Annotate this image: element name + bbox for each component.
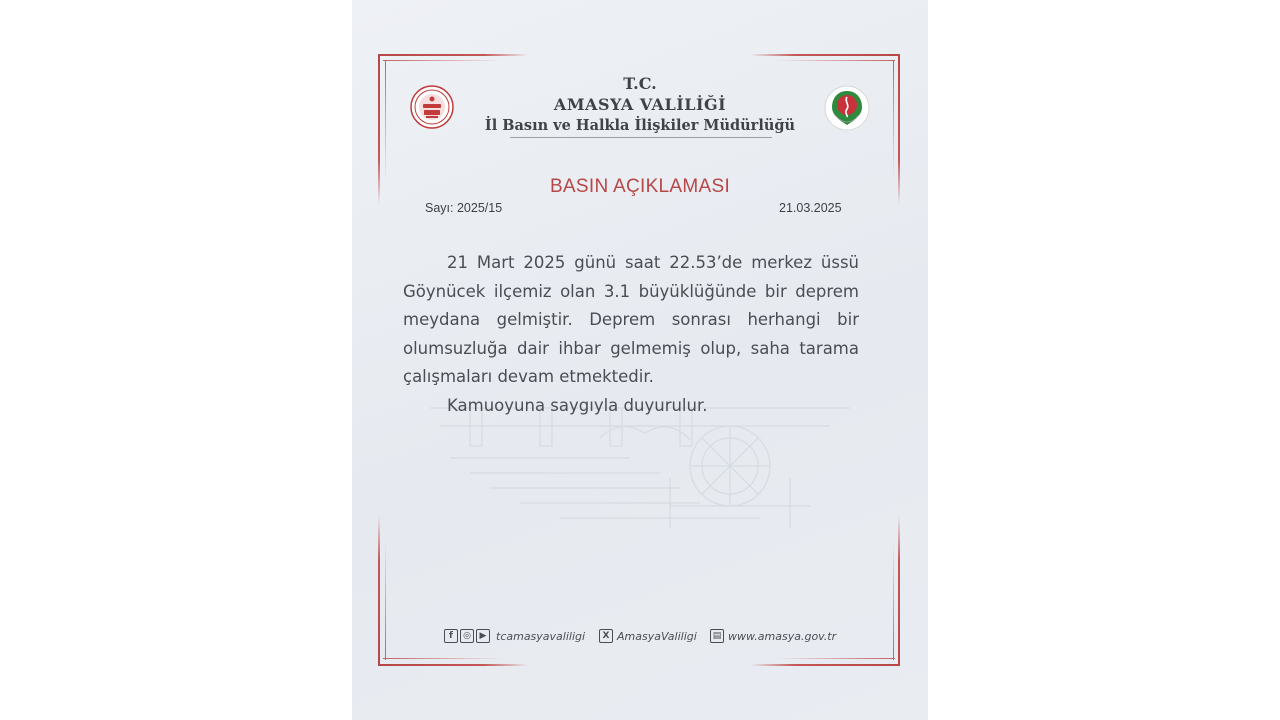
- youtube-icon[interactable]: ▶: [476, 629, 490, 643]
- frame-left-bottom-line: [378, 516, 380, 666]
- social-handle[interactable]: tcamasyavaliligi: [496, 629, 586, 643]
- footer-website: [710, 629, 836, 643]
- frame-top-right-inner-line: [775, 60, 895, 61]
- reference-number: Sayı: 2025/15: [425, 201, 503, 215]
- footer-social: [444, 629, 585, 643]
- header-divider: [510, 137, 772, 138]
- frame-right-bottom-inner-line: [893, 540, 894, 660]
- facebook-icon[interactable]: f: [444, 629, 458, 643]
- frame-top-left-inner-line: [383, 60, 503, 61]
- header-tc: T.C.: [623, 74, 657, 93]
- frame-left-top-inner-line: [385, 60, 386, 180]
- frame-bottom-left-line: [378, 664, 528, 666]
- frame-left-bottom-inner-line: [385, 540, 386, 660]
- press-release-title: BASIN AÇIKLAMASI: [549, 176, 731, 197]
- footer-x: [599, 629, 697, 643]
- amasya-valiligi-logo: [824, 85, 868, 129]
- frame-right-top-inner-line: [893, 60, 894, 180]
- website-link[interactable]: www.amasya.gov.tr: [728, 629, 837, 643]
- press-release-body: [403, 249, 859, 421]
- frame-right-top-line: [898, 54, 900, 204]
- frame-bottom-left-inner-line: [383, 658, 503, 659]
- body-paragraph-1: 21 Mart 2025 günü saat 22.53’de merkez üssü Göynücek ilçemiz olan 3.1 büyüklüğünde bir deprem meydana gelmiştir. Deprem sonrası herhangi bir olumsuzluğa dair ihbar gelmemiş olup, saha tarama çalışmaları devam etmektedir.: [403, 253, 859, 387]
- press-release-page: [352, 0, 928, 720]
- x-twitter-icon[interactable]: X: [599, 629, 613, 643]
- frame-left-top-line: [378, 54, 380, 204]
- state-emblem-icon: [410, 85, 454, 129]
- frame-bottom-right-inner-line: [775, 658, 895, 659]
- institution-header: [452, 74, 828, 136]
- x-handle[interactable]: AmasyaValiligi: [617, 629, 697, 643]
- body-paragraph-2: Kamuoyuna saygıyla duyurulur.: [447, 395, 708, 415]
- header-directorate: İl Basın ve Halkla İlişkiler Müdürlüğü: [484, 117, 796, 134]
- frame-right-bottom-line: [898, 516, 900, 666]
- frame-top-right-line: [750, 54, 900, 56]
- web-icon: ▤: [710, 629, 724, 643]
- frame-top-left-line: [378, 54, 528, 56]
- frame-bottom-right-line: [750, 664, 900, 666]
- release-date: 21.03.2025: [779, 201, 842, 215]
- instagram-icon[interactable]: ◎: [460, 629, 474, 643]
- header-governorship: AMASYA VALİLİĞİ: [553, 95, 727, 114]
